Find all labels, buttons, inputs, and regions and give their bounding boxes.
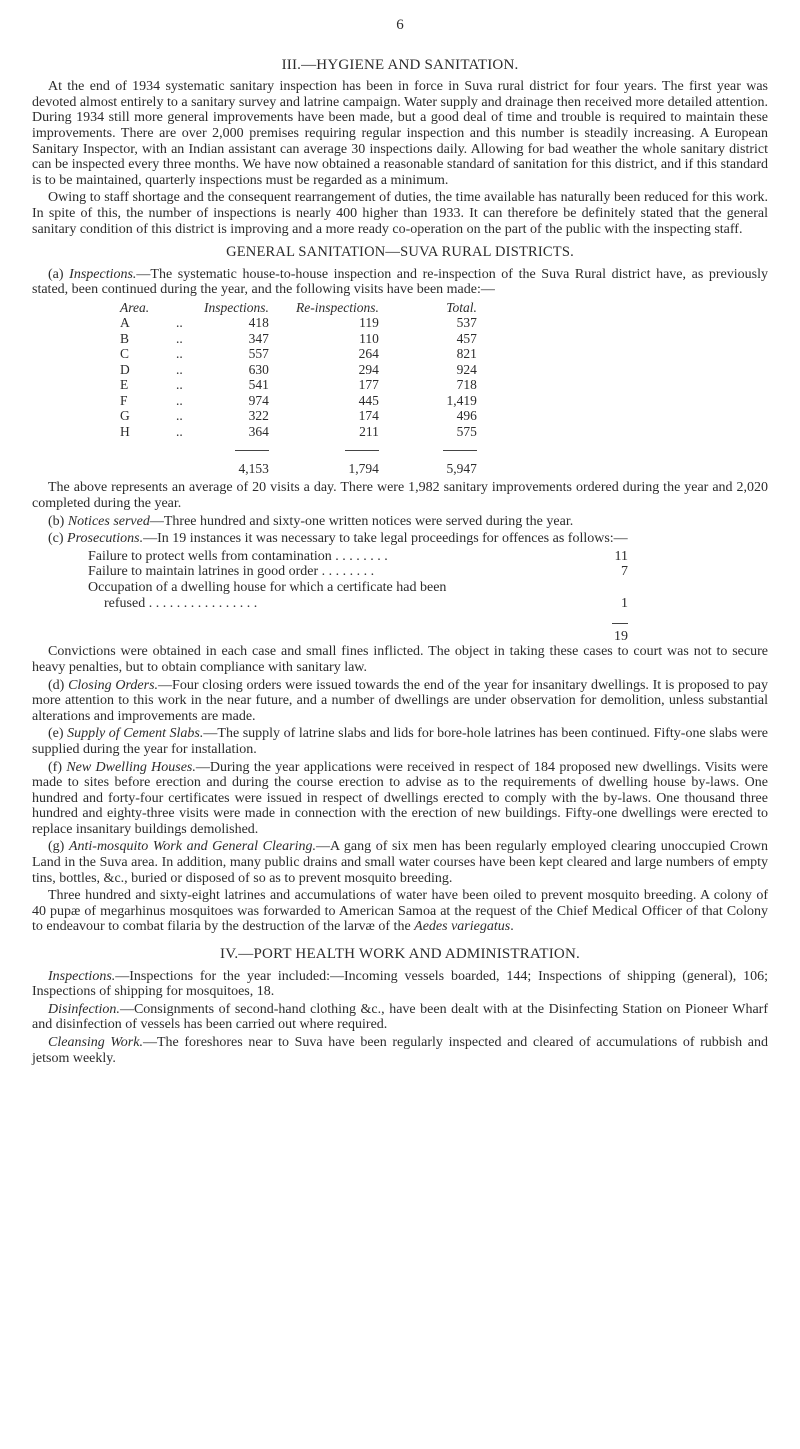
paragraph-oiling: Three hundred and sixty-eight latrines and accumulations of water have been oiled to prevent mosquito breeding. A colony of 40 pupæ of megarhinus mosquitoes was forwarded to American Samoa at the request of the Chief Medical Officer of that Colony to endeavour to combat filaria by the destruction of the larvæ of the Aedes variegatus.	[32, 888, 768, 935]
table-row: B .. 347 110 457	[120, 330, 477, 346]
table-row: A .. 418 119 537	[120, 315, 477, 331]
paragraph-port-inspections: Inspections.—Inspections for the year included:—Incoming vessels boarded, 144; Inspections of shipping (general), 106; Inspections of shipping for mosquitoes, 18.	[32, 968, 768, 1000]
paragraph-staff: Owing to staff shortage and the consequent rearrangement of duties, the time available has naturally been reduced for this work. In spite of this, the number of inspections is nearly 400 higher than 1933. It can therefore be definitely stated that the general sanitary condition of this district is improving and a more ready co-operation on the part of the public with the inspecting staff.	[32, 190, 768, 237]
paragraph-closing-orders: (d) Closing Orders.—Four closing orders were issued towards the end of the year for insanitary dwellings. It is proposed to pay more attention to this work in the near future, and a number of dwellings are under observation for demolition, unless substantial alterations and improvements are made.	[32, 677, 768, 724]
divider	[345, 450, 379, 451]
table-header	[120, 300, 477, 316]
header-reinspections: Re-inspections.	[296, 299, 379, 315]
paragraph-new-dwellings: (f) New Dwelling Houses.—During the year applications were received in respect of 184 proposed new dwellings. Visits were made to sites before erection and during the course erection to advise as to the requirements of dwelling house by-laws. One hundred and forty-four certificates were issued in respect of dwellings erected to comply with the by-laws. One thousand three hundred and eighty-three visits were made in connection with the erection of new buildings. Fifty-one dwellings were erected to replace insanitary buildings demolished.	[32, 759, 768, 837]
table-row: G .. 322 174 496	[120, 408, 477, 424]
table-row: D .. 630 294 924	[120, 361, 477, 377]
list-item: Failure to protect wells from contamination . . . . . . . . 11	[88, 548, 628, 564]
document-page	[32, 18, 768, 1068]
offences-list	[88, 549, 768, 645]
paragraph-cement-slabs: (e) Supply of Cement Slabs.—The supply of latrine slabs and lids for bore-hole latrines has been continued. Fifty-one slabs were supplied during the year for installation.	[32, 726, 768, 757]
divider	[235, 450, 269, 451]
section-heading-hygiene: III.—HYGIENE AND SANITATION.	[281, 56, 519, 73]
table-row: C .. 557 264 821	[120, 346, 477, 362]
page-number: 6	[396, 17, 404, 33]
paragraph-prosecutions: (c) Prosecutions.—In 19 instances it was necessary to take legal proceedings for offences as follows:—	[48, 531, 628, 547]
paragraph-intro: At the end of 1934 systematic sanitary inspection has been in force in Suva rural district for four years. The first year was devoted almost entirely to a sanitary survey and latrine campaign. Water supply and drainage then received more detailed attention. During 1934 still more general improvements have been made, but a good deal of time and trouble is required to maintain these improvements. There are over 2,000 premises requiring regular inspection and this number is steadily increasing. A European Sanitary Inspector, with an Indian assistant can average 30 inspections daily. Allowing for bad weather the whole sanitary district can be inspected every three months. We have now obtained a reasonable standard of sanitation for this district, and if this standard is to be maintained, quarterly inspections must be regarded as a minimum.	[32, 79, 768, 188]
inspections-title: Inspections.	[69, 266, 137, 282]
paragraph-inspections: (a) Inspections.—The systematic house-to-house inspection and re-inspection of the Suva Rural district have, as previously stated, been continued during the year, and the following visits have been made:—	[32, 266, 769, 298]
paragraph-disinfection: Disinfection.—Consignments of second-hand clothing &c., have been dealt with at the Disinfecting Station on Pioneer Wharf and disinfection of vessels has been carried out where required.	[32, 1001, 768, 1033]
table-totals-row	[120, 455, 477, 477]
total-inspections: 4,153	[238, 460, 269, 476]
list-item: Occupation of a dwelling house for which a certificate had been	[88, 579, 447, 595]
paragraph-average: The above represents an average of 20 visits a day. There were 1,982 sanitary improvements ordered during the year and 2,020 completed during the year.	[32, 480, 768, 511]
total-reinspections: 1,794	[348, 460, 379, 476]
subheading-general-sanitation: GENERAL SANITATION—SUVA RURAL DISTRICTS.	[226, 244, 574, 261]
paragraph-cleansing: Cleansing Work.—The foreshores near to Suva have been regularly inspected and cleared of accumulations of rubbish and jetsom weekly.	[32, 1035, 768, 1066]
table-rules	[120, 439, 477, 455]
section-heading-port-health: IV.—PORT HEALTH WORK AND ADMINISTRATION.	[220, 946, 580, 963]
table-row: H .. 364 211 575	[120, 423, 477, 439]
header-total: Total.	[446, 299, 477, 315]
table-row: E .. 541 177 718	[120, 377, 477, 393]
paragraph-anti-mosquito: (g) Anti-mosquito Work and General Clearing.—A gang of six men has been regularly employed clearing unoccupied Crown Land in the Suva area. In addition, many public drains and small water courses have been kept cleared and large numbers of empty tins, bottles, &c., buried or disposed of so as to prevent mosquito breeding.	[32, 839, 768, 886]
table-row: F .. 974 445 1,419	[120, 392, 477, 408]
header-inspections: Inspections.	[204, 299, 269, 315]
divider	[443, 450, 477, 451]
species-name: Aedes variegatus	[414, 919, 511, 935]
visits-table	[120, 300, 477, 477]
grand-total: 5,947	[446, 460, 477, 476]
list-item-continuation: refused . . . . . . . . . . . . . . . . 1	[104, 595, 628, 611]
paragraph-convictions: Convictions were obtained in each case and small fines inflicted. The object in taking these cases to court was not to secure heavy penalties, but to obtain compliance with sanitary law.	[32, 644, 768, 675]
header-area: Area.	[120, 299, 150, 315]
paragraph-notices: (b) Notices served—Three hundred and sixty-one written notices were served during the year.	[48, 513, 574, 529]
list-item: Failure to maintain latrines in good order . . . . . . . . 7	[88, 564, 628, 580]
offences-total: 19	[88, 613, 628, 644]
divider	[612, 623, 628, 624]
